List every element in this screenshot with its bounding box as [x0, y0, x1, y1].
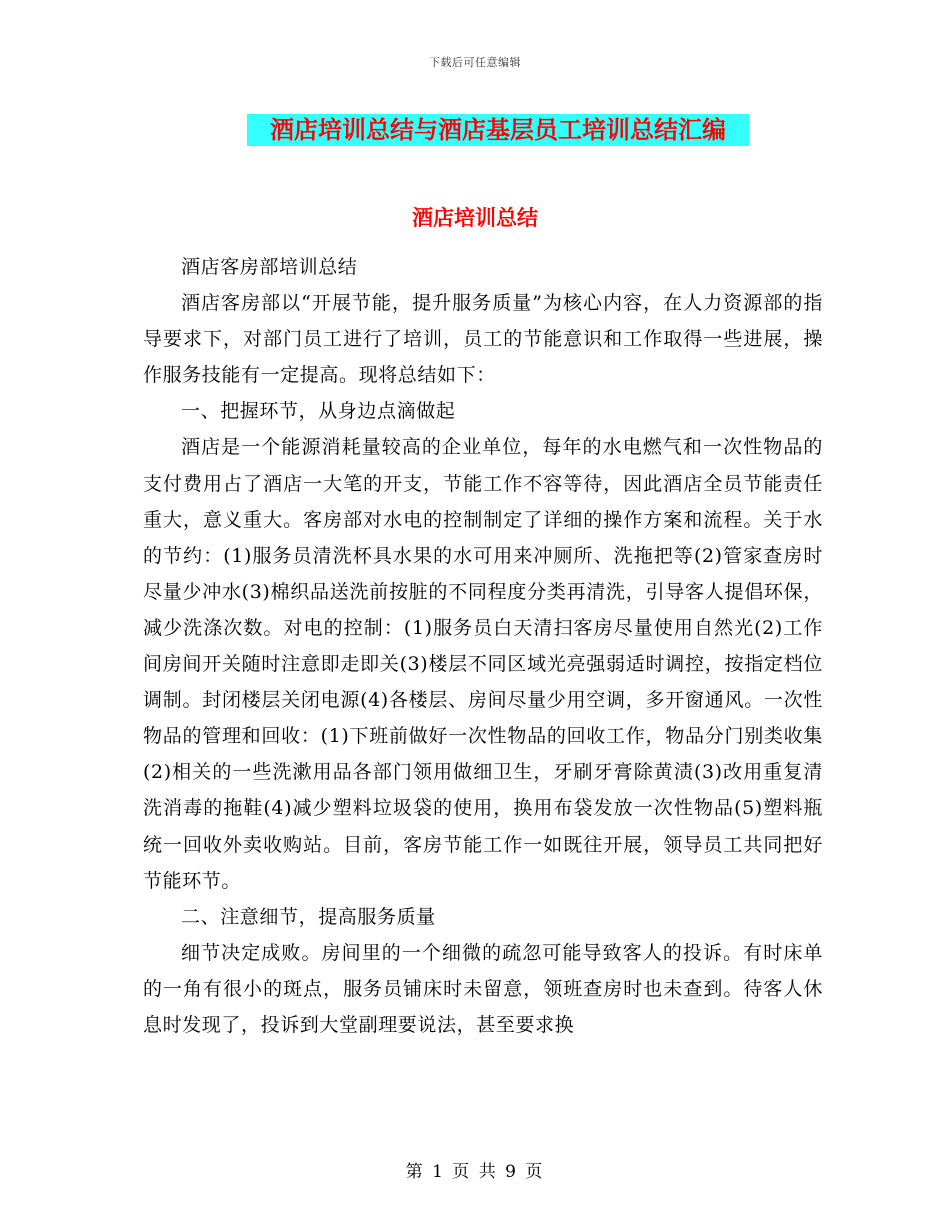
page-footer: 第 1 页 共 9 页 [405, 1162, 545, 1182]
paragraph-subtitle: 酒店客房部培训总结 [181, 256, 358, 278]
header-note: 下载后可任意编辑 [429, 56, 521, 69]
document-body [143, 249, 823, 1043]
section-title: 酒店培训总结 [412, 205, 538, 230]
title-highlight [247, 114, 749, 146]
paragraph-heading-1: 一、把握环节，从身边点滴做起 [181, 400, 456, 423]
paragraph-intro: 酒店客房部以“开展节能，提升服务质量”为核心内容，在人力资源部的指导要求下，对部门员工进行了培训，员工的节能意识和工作取得一些进展，操作服务技能有一定提高。现将总结如下： [143, 292, 823, 387]
paragraph-details: 细节决定成败。房间里的一个细微的疏忽可能导致客人的投诉。有时床单的一角有很小的斑点，服务员铺床时未留意，领班查房时也未查到。待客人休息时发现了，投诉到大堂副理要说法，甚至要求换 [143, 941, 823, 1036]
document-title: 酒店培训总结与酒店基层员工培训总结汇编 [270, 115, 726, 144]
paragraph-heading-2: 二、注意细节，提高服务质量 [181, 905, 436, 928]
paragraph-energy: 酒店是一个能源消耗量较高的企业单位，每年的水电燃气和一次性物品的支付费用占了酒店一大笔的开支，节能工作不容等待，因此酒店全员节能责任重大，意义重大。客房部对水电的控制制定了详细的操作方案和流程。关于水的节约：(1)服务员清洗杯具水果的水可用来冲厕所、洗拖把等(2)管家查房时尽量少冲水(3)棉织品送洗前按脏的不同程度分类再清洗，引导客人提倡环保，减少洗涤次数。对电的控制：(1)服务员白天清扫客房尽量使用自然光(2)工作间房间开关随时注意即走即关(3)楼层不同区域光亮强弱适时调控，按指定档位调制。封闭楼层关闭电源(4)各楼层、房间尽量少用空调，多开窗通风。一次性物品的管理和回收：(1)下班前做好一次性物品的回收工作，物品分门别类收集(2)相关的一些洗漱用品各部门领用做细卫生，牙刷牙膏除黄渍(3)改用重复清洗消毒的拖鞋(4)减少塑料垃圾袋的使用，换用布袋发放一次性物品(5)塑料瓶统一回收外卖收购站。目前，客房节能工作一如既往开展，领导员工共同把好节能环节。 [143, 436, 823, 892]
